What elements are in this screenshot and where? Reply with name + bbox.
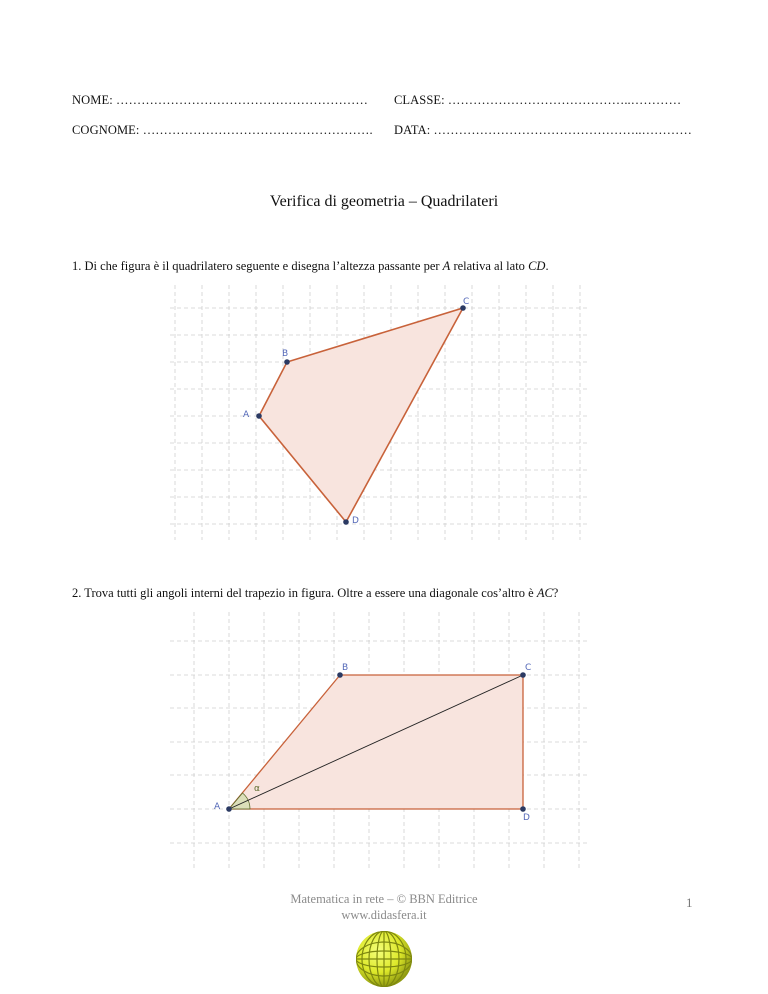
footer-website[interactable]: www.didasfera.it <box>341 908 427 922</box>
point-d <box>520 806 526 812</box>
footer <box>234 891 534 923</box>
question-1-var-a: A <box>442 259 451 273</box>
label-alpha: α <box>254 784 260 794</box>
figure-1-quadrilateral <box>170 285 590 540</box>
question-1-number: 1. <box>72 259 82 273</box>
question-1 <box>72 259 549 274</box>
cognome-field[interactable]: COGNOME: ………………………………………………. <box>72 123 373 137</box>
data-field[interactable]: DATA: …………………………………………..………… <box>394 123 692 137</box>
point-a <box>256 413 262 419</box>
page-title: Verifica di geometria – Quadrilateri <box>269 193 499 210</box>
quadrilateral-abcd <box>259 308 463 522</box>
label-d: D <box>352 516 359 526</box>
question-1-var-cd: CD <box>528 259 546 273</box>
point-b <box>337 672 343 678</box>
label-c: C <box>463 297 470 307</box>
didasfera-globe-logo <box>354 922 414 994</box>
page-number: 1 <box>686 895 693 910</box>
question-2 <box>72 586 558 601</box>
label-c: C <box>525 663 532 673</box>
question-2-text-end: ? <box>552 586 559 600</box>
label-b: B <box>282 349 289 359</box>
question-1-text-middle: relativa al lato <box>450 259 529 273</box>
question-2-number: 2. <box>72 586 82 600</box>
footer-copyright: Matematica in rete – © BBN Editrice <box>290 892 478 906</box>
question-2-text: Trova tutti gli angoli interni del trapezio in figura. Oltre a essere una diagonale cos’altro è <box>84 586 537 600</box>
nome-field[interactable]: NOME: …………………………………………………… <box>72 93 369 107</box>
question-1-text-end: . <box>545 259 549 273</box>
point-c <box>520 672 526 678</box>
question-2-var-ac: AC <box>536 586 553 600</box>
question-1-text: Di che figura è il quadrilatero seguente e disegna l’altezza passante per <box>84 259 443 273</box>
label-b: B <box>342 663 349 673</box>
label-a: A <box>243 410 250 420</box>
figure-2-trapezoid <box>170 612 590 870</box>
point-a <box>226 806 232 812</box>
point-b <box>284 359 290 365</box>
label-a: A <box>214 802 221 812</box>
classe-field[interactable]: CLASSE: ……………………………………..………… <box>394 93 682 107</box>
point-d <box>343 519 349 525</box>
label-d: D <box>523 813 530 823</box>
